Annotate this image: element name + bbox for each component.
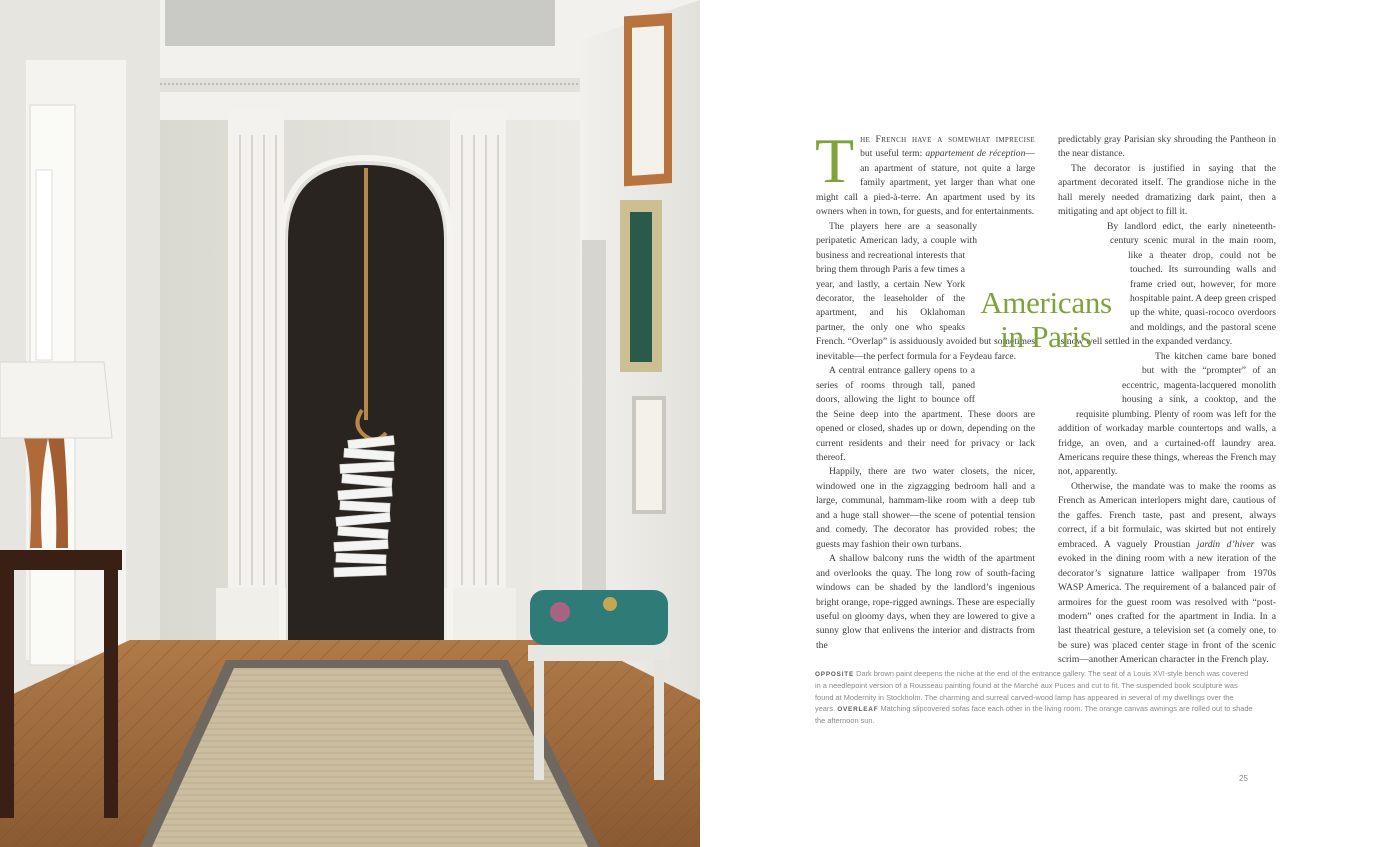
paragraph-5: A shallow balcony runs the width of the apartment and overlooks the quay. The long row of south-facing windows can be shaded by the landlord’s ingenious bright orange, rope-rigged awnings. These are especially useful on gloomy days, when they are lowered to give a sunny glow that enlivens the interior and distracts from the	[816, 553, 1035, 651]
term-appartement: appartement de réception	[925, 148, 1026, 160]
paragraph-9: The kitchen came bare boned but with the “prompter” of an eccentric, magenta-lacquered monolith housing a sink, a cooktop, and the requisite plumbing. Plenty of room was left for the addition of workaday marble countertops and walls, a fridge, an oven, and a curtained-off laundry area. Americans require these things, whereas the French may not, apparently.	[1058, 350, 1276, 478]
paragraph-2: The players here are a seasonally peripatetic American lady, a couple with business and recreational interests that bring them through Paris a few times a year, and lastly, a certain New York decorator, the leaseholder of the apartment, and his Oklahoman partner, the only one who speaks French. “Overlap” is assiduously avoided but sometimes inevitable—the perfect formula for a Feydeau farce.	[816, 220, 1035, 362]
text-column-1	[815, 125, 1035, 653]
page-number: 25	[1239, 774, 1248, 783]
paragraph-7: The decorator is justified in saying that the apartment decorated itself. The grandiose niche in the hall merely needed dramatizing dark paint, then a mitigating and apt object to fill it.	[1058, 162, 1276, 218]
lead-in-small-caps: he French have a somewhat imprecise	[860, 134, 1035, 145]
title-line-1: Americans	[980, 285, 1112, 320]
article-title	[970, 286, 1122, 354]
paragraph-3: A central entrance gallery opens to a series of rooms through tall, paned doors, allowing the light to bounce off the Seine deep into the apartment. These doors are opened or closed, shades up or down, depending on the current residents and their need for privacy or lack thereof.	[816, 365, 1035, 463]
paragraph-6: predictably gray Parisian sky shrouding the Pantheon in the near distance.	[1058, 134, 1276, 160]
caption-label-overleaf: OVERLEAF	[837, 705, 879, 713]
paragraph-10: Otherwise, the mandate was to make the rooms as French as American interlopers might dare, cautious of the gaffes. French taste, past and present, always correct, if a bit formulaic, was skirted but not entirely embraced. A vaguely Proustian jardin d’hiver was evoked in the dining room with a new iteration of the decorator’s signature lattice wallpaper from 1970s WASP America. The requirement of a balanced pair of armoires for the guest room was resolved with “post-modern” ones crafted for the apartment in India. In a last theatrical gesture, a television set (a comely one, to be sure) was placed center stage in front of the scenic scrim—another American character in the French play.	[1058, 480, 1277, 666]
text-column-2	[1058, 133, 1276, 668]
paragraph-8: By landlord edict, the early nineteenth-century scenic mural in the main room, like a theater drop, could not be touched. Its surrounding walls and frame cried out, however, for more hospitable paint. A deep green crisped up the white, quasi-rococo overdoors and moldings, and the pastoral scene is now well settled in the expanded verdancy.	[1058, 220, 1276, 348]
paragraph-4: Happily, there are two water closets, the nicer, windowed one in the zigzagging bedroom hall and a large, communal, hammam-like room with a deep tub and a huge stall shower—the scene of potential tension and comedy. The decorator has provided robes; the guests may fashion their own turbans.	[816, 466, 1035, 550]
title-line-2: in Paris	[1000, 319, 1092, 354]
photo-caption	[815, 668, 1255, 726]
drop-cap: T	[815, 125, 855, 196]
caption-text-overleaf: Matching slipcovered sofas face each other in the living room. The orange canvas awnings are rolled out to shade the afternoon sun.	[815, 703, 1253, 726]
term-jardin: jardin d’hiver	[1196, 538, 1255, 550]
caption-text-opposite: Dark brown paint deepens the niche at the end of the entrance gallery. The seat of a Louis XVI-style bench was covered in a needlepoint version of a Rousseau painting found at the Marché aux Puces and cut to fit. The suspended book sculpture was found at Modernity in Stockholm. The charming and surreal carved-wood lamp has appeared in several of my dwellings over the years.	[815, 669, 1249, 713]
caption-label-opposite: OPPOSITE	[815, 671, 855, 678]
paragraph-1: The French have a somewhat imprecise but useful term: appartement de réception—an apartment of stature, not quite a large family apartment, yet larger than what one might call a pied-à-terre. An apartment used by its owners when in town, for guests, and for entertainments.	[815, 125, 1035, 218]
text-page	[700, 0, 1400, 847]
